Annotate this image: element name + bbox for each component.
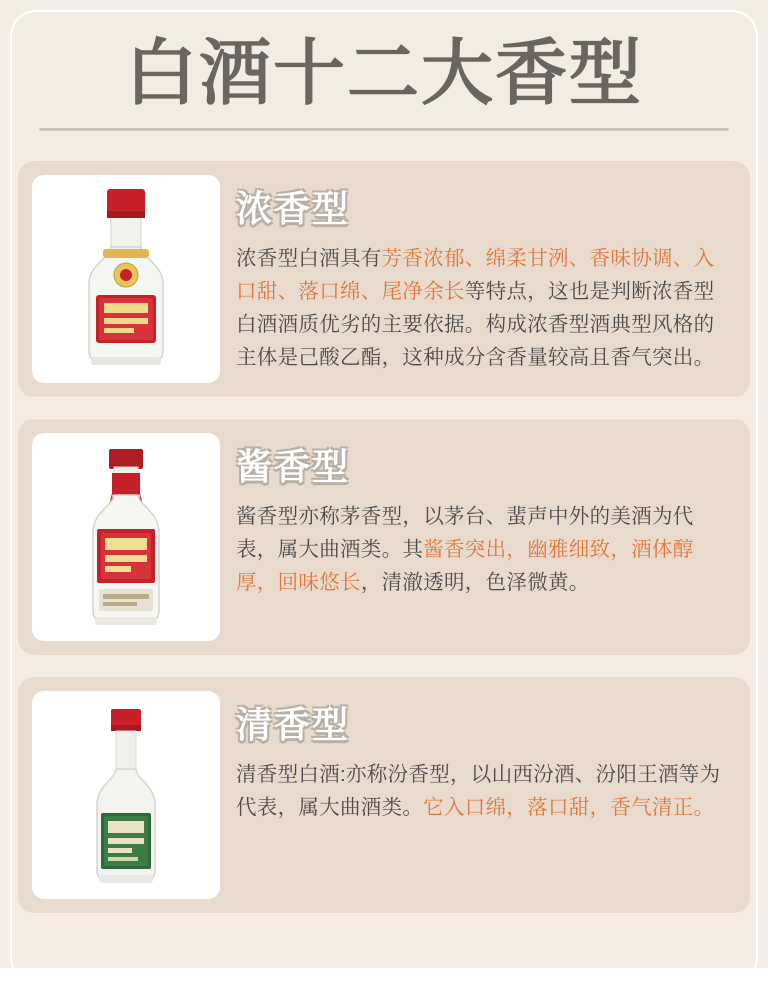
card-title: 浓香型 <box>236 188 351 230</box>
card-body <box>220 691 734 824</box>
text-run-highlight: 芳香浓郁、绵柔甘洌、香味协调、入口甜、落口绵、尾净余长 <box>236 246 715 303</box>
title-section <box>18 0 750 139</box>
card-title: 酱香型 <box>236 446 351 488</box>
page-title: 白酒十二大香型 <box>124 31 643 115</box>
card-list <box>18 161 750 913</box>
card-text <box>236 242 734 375</box>
list-item <box>18 419 750 655</box>
list-item <box>18 677 750 913</box>
text-run-highlight: 酱香突出，幽雅细致，酒体醇厚，回味悠长 <box>236 537 694 594</box>
card-body <box>220 433 734 600</box>
card-text <box>236 500 734 600</box>
bottom-strip <box>0 968 768 994</box>
text-run: 等特点，这也是判断浓香型白酒酒质优劣的主要依据。构成浓香型酒典型风格的主体是己酸乙酯，这种成分含香量较高且香气突出。 <box>236 279 715 370</box>
title-divider <box>39 128 729 131</box>
list-item <box>18 161 750 397</box>
card-text <box>236 758 734 824</box>
wuliangye-bottle-photo <box>32 175 220 383</box>
card-body <box>220 175 734 375</box>
fenjiu-bottle-photo <box>32 691 220 899</box>
card-title: 清香型 <box>236 704 351 746</box>
text-run: ，清澈透明，色泽微黄。 <box>360 571 590 594</box>
text-run: 浓香型白酒具有 <box>236 246 382 270</box>
text-run: 清香型白酒:亦称汾香型，以山西汾酒、汾阳王酒等为代表，属大曲酒类。 <box>236 762 721 819</box>
text-run-highlight: 它入口绵，落口甜，香气清正。 <box>423 795 715 819</box>
text-run: 酱香型亦称茅香型，以茅台、蜚声中外的美酒为代表，属大曲酒类。其 <box>236 504 694 561</box>
maotai-bottle-photo <box>32 433 220 641</box>
